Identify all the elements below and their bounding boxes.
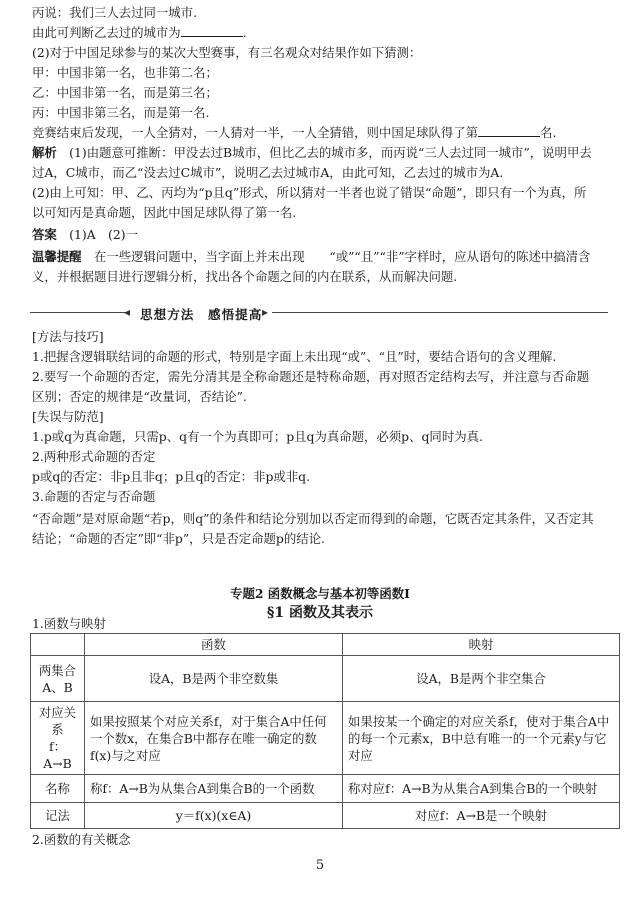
text-line: 甲：中国非第一名，也非第二名；	[32, 65, 218, 80]
ornament-icon: ▸	[262, 305, 269, 319]
table-row-label: 名称	[31, 775, 85, 803]
subsection-title: 2.函数的有关概念	[32, 832, 131, 847]
label-part: A、B	[42, 679, 73, 695]
table-row	[31, 803, 620, 829]
text-line: 2.要写一个命题的否定，需先分清其是全称命题还是特称命题，再对照否定结构去写，并注意与否命题	[32, 369, 590, 384]
text-line: (2)由上可知：甲、乙、丙均为“p且q”形式，所以猜对一半者也说了错误“命题”，即只有一个为真，所	[32, 185, 587, 200]
function-mapping-table	[30, 633, 620, 829]
divider	[272, 312, 608, 313]
section-heading: §1 函数及其表示	[267, 605, 373, 621]
subsection-title: 1.函数与映射	[32, 616, 106, 631]
topic-title: 专题2 函数概念与基本初等函数I	[230, 586, 410, 601]
text-line	[32, 144, 620, 161]
table-cell: 设A，B是两个非空集合	[343, 656, 620, 702]
text-line: 过A，C城市，而乙“没去过C城市”，说明乙去过城市A，由此可知，乙去过的城市为A.	[32, 165, 504, 180]
text-line: (2)对于中国足球参与的某次大型赛事，有三名观众对结果作如下猜测：	[32, 45, 422, 60]
table-header-mapping: 映射	[343, 634, 620, 656]
table-cell: 如果按照某个对应关系f，对于集合A中任何一个数x，在集合B中都存在唯一确定的数f(x)与之对应	[85, 702, 343, 775]
question-text: 竞赛结束后发现，一人全猜对，一人猜对一半，一人全猜错，则中国足球队得了第	[32, 125, 479, 140]
answer-blank	[478, 124, 540, 137]
table-row	[31, 702, 620, 775]
text-line: 丙说：我们三人去过同一城市.	[32, 5, 198, 20]
label-part: 对应关	[38, 705, 77, 720]
page-number: 5	[315, 858, 325, 873]
label-part: f：A→B	[43, 739, 72, 771]
text-line: “否命题”是对原命题“若p，则q”的条件和结论分别加以否定而得到的命题，它既否定其条件，又否定其	[32, 511, 594, 526]
text-line: 区别；否定的规律是“改量词，否结论”.	[32, 389, 247, 404]
text-line: 义，并根据题目进行逻辑分析，找出各个命题之间的内在联系，从而解决问题.	[32, 269, 458, 284]
text-line	[32, 124, 620, 141]
text-line	[32, 248, 620, 265]
table-cell: 如果按某一个确定的对应关系f，使对于集合A中的每一个元素x，B中总有唯一的一个元素y与它对应	[343, 702, 620, 775]
table-cell: y＝f(x)(x∈A)	[85, 803, 343, 829]
answer-label: 答案	[32, 227, 57, 242]
text-line: p或q的否定：非p且非q；p且q的否定：非p或非q.	[32, 469, 311, 484]
table-header-function: 函数	[85, 634, 343, 656]
table-row	[31, 656, 620, 702]
text-line: 以可知丙是真命题，因此中国足球队得了第一名.	[32, 205, 297, 220]
text-line: 结论；“命题的否定”即“非p”，只是否定命题p的结论.	[32, 531, 325, 546]
answer-text: (1)A (2)一	[69, 227, 139, 242]
table-cell	[31, 634, 85, 656]
banner-title: 思想方法 感悟提高	[140, 307, 263, 322]
label-part: 系	[51, 722, 64, 737]
text-end: .	[242, 25, 247, 40]
table-row-label	[31, 656, 85, 702]
tip-label: 温馨提醒	[32, 249, 82, 264]
text-line: [方法与技巧]	[32, 329, 104, 344]
table-cell: 称f：A→B为从集合A到集合B的一个函数	[85, 775, 343, 803]
text-line: 乙：中国非第一名，而是第三名；	[32, 85, 218, 100]
table-cell: 称对应f：A→B为从集合A到集合B的一个映射	[343, 775, 620, 803]
analysis-text: (1)由题意可推断：甲没去过B城市，但比乙去的城市多，而丙说“三人去过同一城市”，说明甲去	[69, 145, 592, 160]
text-line	[32, 226, 620, 243]
answer-blank	[181, 24, 243, 37]
table-row-label: 记法	[31, 803, 85, 829]
table-row-label	[31, 702, 85, 775]
text-line: [失误与防范]	[32, 409, 104, 424]
analysis-label: 解析	[32, 145, 57, 160]
ornament-icon: ◂	[124, 305, 131, 319]
divider	[30, 312, 130, 313]
text-line: 丙：中国非第三名，而是第一名.	[32, 105, 210, 120]
text-line: 3.命题的否定与否命题	[32, 489, 156, 504]
label-part: 两集合	[38, 662, 77, 678]
text-line: 2.两种形式命题的否定	[32, 449, 156, 464]
table-row	[31, 775, 620, 803]
question-text: 由此可判断乙去过的城市为	[32, 25, 181, 40]
text-end: 名.	[540, 125, 557, 140]
table-cell: 对应f：A→B是一个映射	[343, 803, 620, 829]
text-line: 1.p或q为真命题，只需p、q有一个为真即可；p且q为真命题，必须p、q同时为真.	[32, 429, 483, 444]
table-cell: 设A，B是两个非空数集	[85, 656, 343, 702]
table-header-row	[31, 634, 620, 656]
tip-text: 在一些逻辑问题中，当字面上并未出现 “或”“且”“非”字样时，应从语句的陈述中搞清含	[93, 249, 591, 264]
section-banner	[30, 302, 608, 324]
text-line: 1.把握含逻辑联结词的命题的形式，特别是字面上未出现“或”、“且”时，要结合语句的含义理解.	[32, 349, 557, 364]
text-line	[32, 24, 620, 41]
